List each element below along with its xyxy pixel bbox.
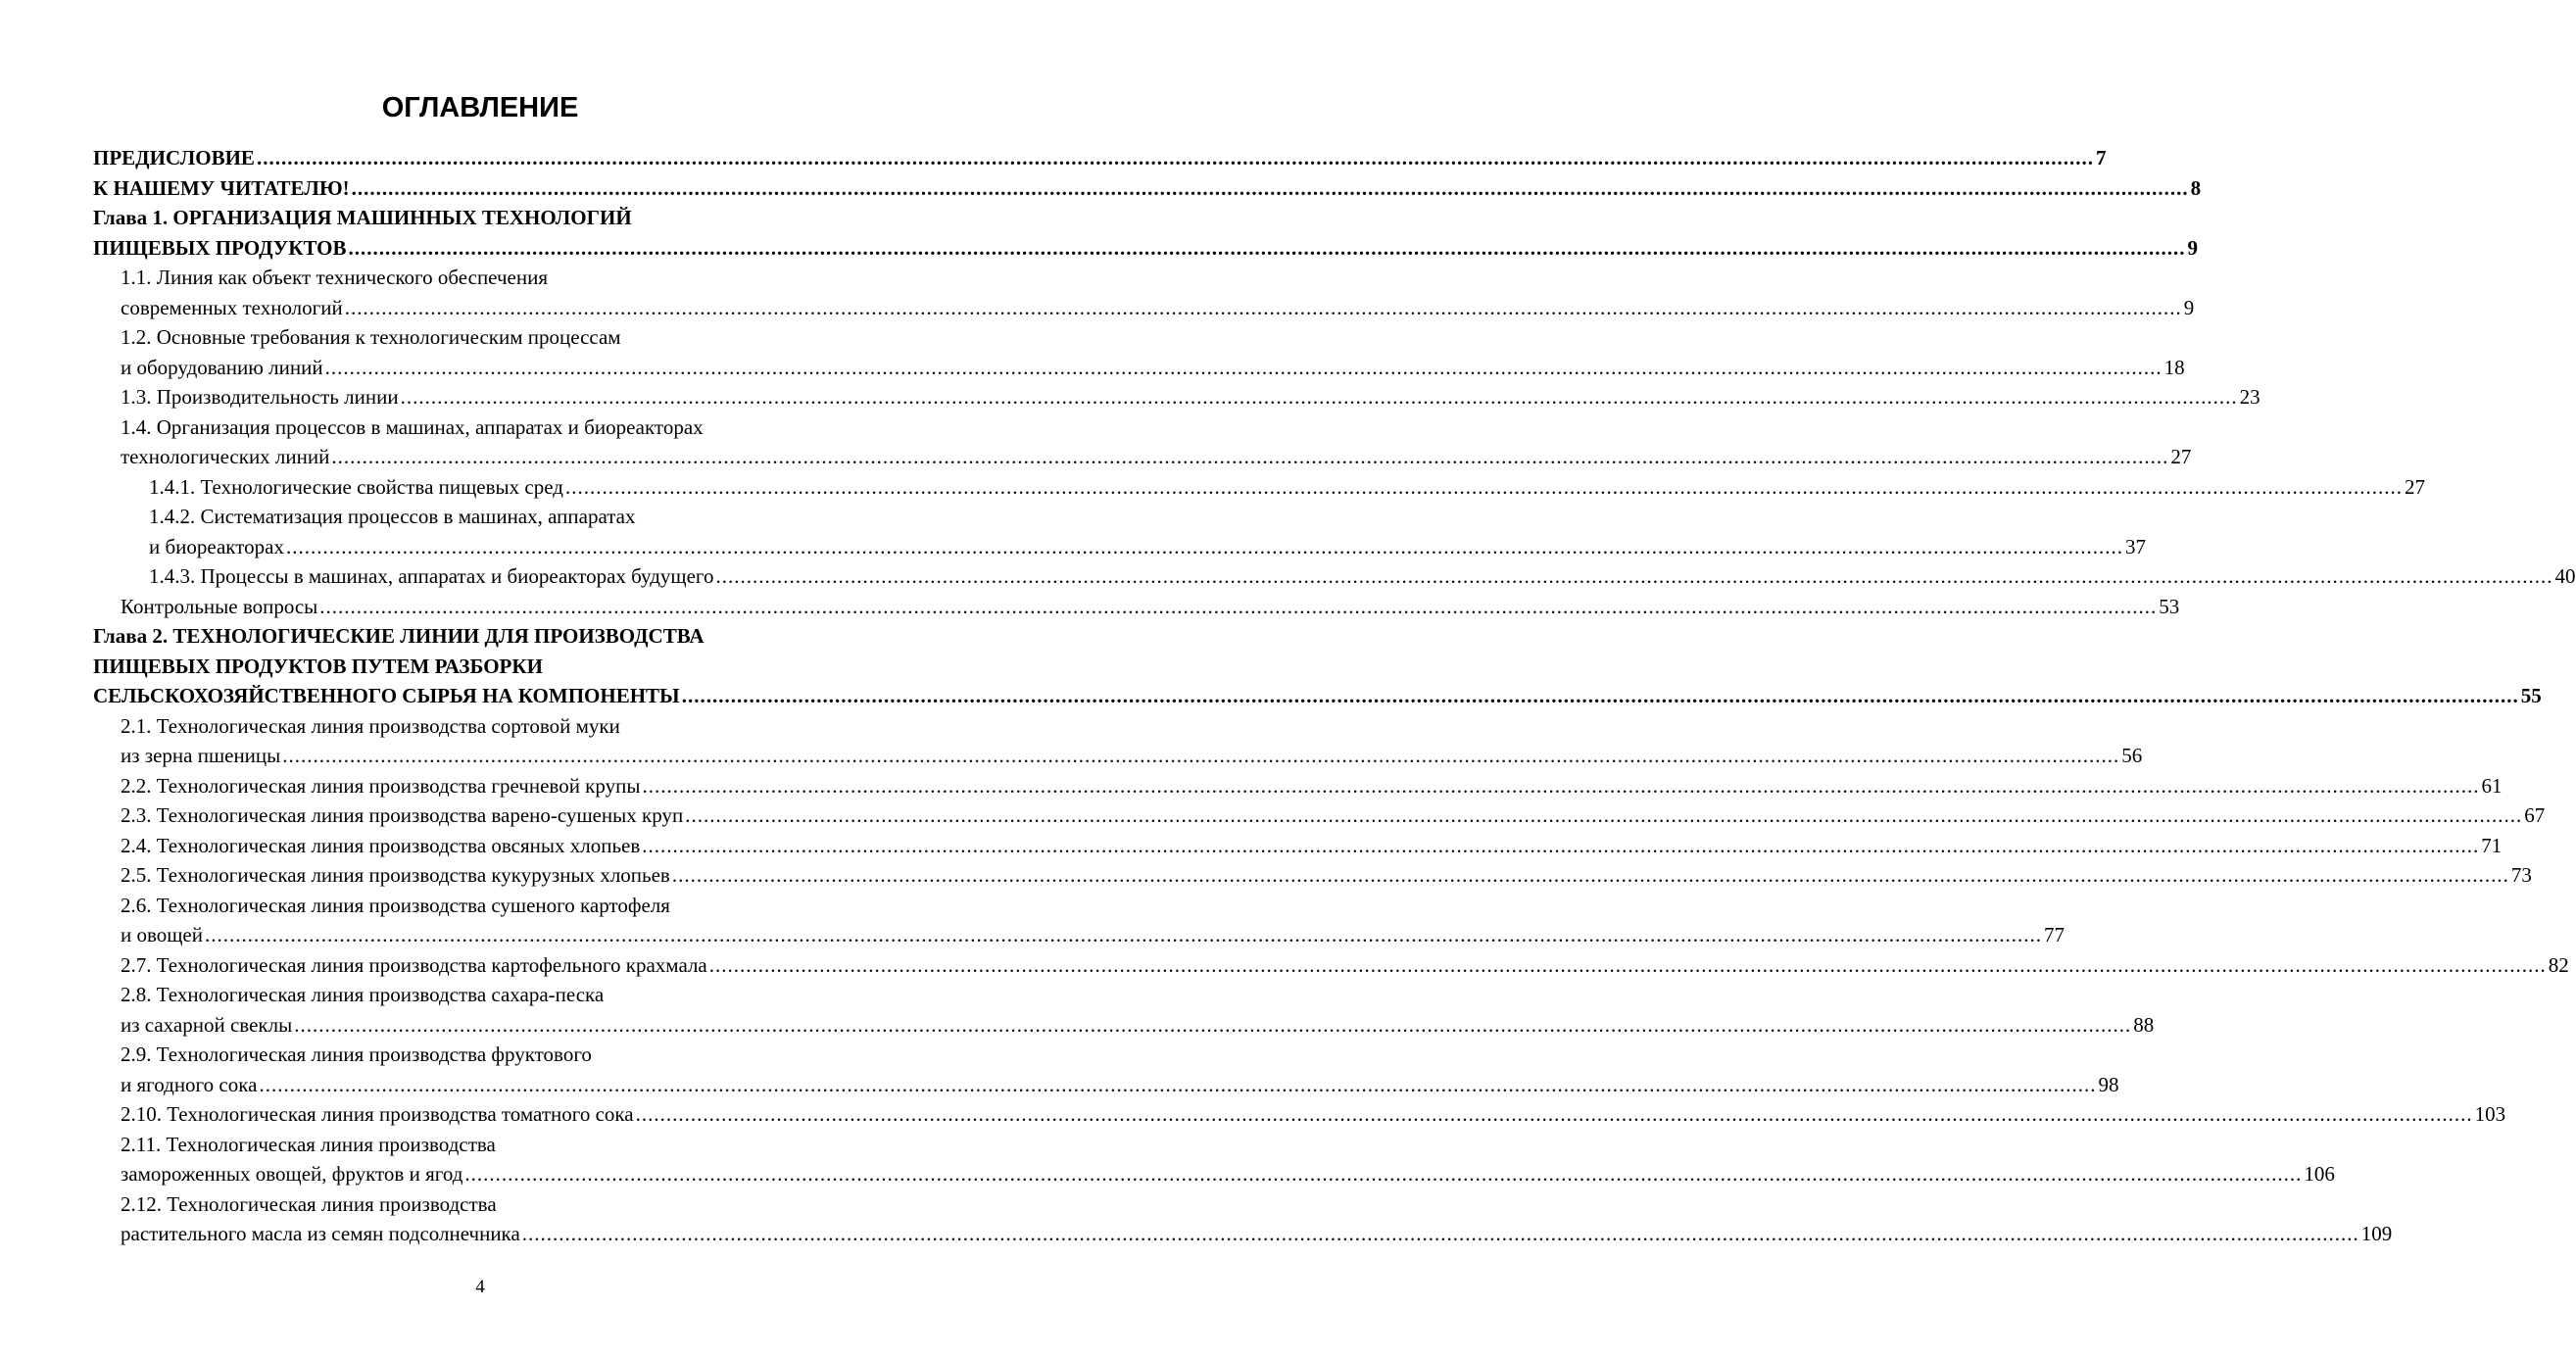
toc-entry[interactable] [0, 860, 2532, 891]
toc-entry-title: 1.4.1. Технологические свойства пищевых сред [149, 474, 563, 499]
table-of-contents [0, 143, 2576, 1249]
toc-entry-page: 40 [2554, 564, 2576, 588]
toc-entry-page: 77 [2044, 923, 2065, 946]
dot-leader: ............................................................................................................................................................................................................................................................................................................ [635, 1102, 2473, 1126]
dot-leader: ............................................................................................................................................................................................................................................................................................................ [708, 952, 2547, 977]
dot-leader: ............................................................................................................................................................................................................................................................................................................ [294, 1012, 2132, 1037]
dot-leader: ............................................................................................................................................................................................................................................................................................................ [259, 1072, 2097, 1096]
dot-leader: ............................................................................................................................................................................................................................................................................................................ [351, 175, 2189, 200]
toc-entry-title: СЕЛЬСКОХОЗЯЙСТВЕННОГО СЫРЬЯ НА КОМПОНЕНТЫ [93, 684, 680, 707]
toc-entry-title: растительного масла из семян подсолнечника [121, 1222, 520, 1245]
toc-entry-page: 61 [2481, 773, 2503, 798]
toc-entry[interactable] [0, 263, 2195, 322]
toc-entry-page: 98 [2098, 1072, 2119, 1096]
toc-entry-page: 23 [2239, 385, 2260, 409]
toc-entry-title: и оборудованию линий [121, 355, 323, 379]
toc-entry[interactable] [0, 203, 2199, 263]
dot-leader: ............................................................................................................................................................................................................................................................................................................ [256, 146, 2094, 170]
toc-entry[interactable] [0, 1099, 2506, 1130]
toc-entry-page: 71 [2481, 833, 2503, 857]
toc-entry-page: 9 [2183, 295, 2195, 319]
toc-entry-title: 1.4. Организация процессов в машинах, аппаратах и биореакторах [121, 414, 704, 439]
dot-leader: ............................................................................................................................................................................................................................................................................................................ [715, 564, 2553, 588]
dot-leader: ............................................................................................................................................................................................................................................................................................................ [642, 773, 2480, 798]
toc-entry[interactable] [0, 1189, 2393, 1249]
toc-entry-title: замороженных овощей, фруктов и ягод [121, 1162, 463, 1186]
toc-entry-page: 9 [2187, 235, 2199, 260]
toc-entry-title: Контрольные вопросы [121, 594, 318, 618]
page-number: 4 [475, 1277, 485, 1297]
toc-entry-title: 2.12. Технологическая линия производства [121, 1191, 497, 1216]
toc-entry-page: 67 [2524, 803, 2546, 827]
dot-leader: ............................................................................................................................................................................................................................................................................................................ [521, 1222, 2359, 1245]
toc-entry-title: 1.1. Линия как объект технического обеспечения [121, 266, 548, 289]
dot-leader: ............................................................................................................................................................................................................................................................................................................ [344, 295, 2182, 319]
toc-entry-title: 2.1. Технологическая линия производства сортовой муки [121, 713, 620, 738]
toc-entry[interactable] [0, 592, 2180, 622]
toc-entry-title: ПРЕДИСЛОВИЕ [93, 146, 255, 170]
toc-entry-title: и биореакторах [149, 534, 284, 558]
toc-entry-page: 82 [2548, 952, 2569, 977]
toc-entry-page: 7 [2095, 146, 2107, 170]
toc-entry[interactable] [0, 891, 2065, 950]
toc-entry-title: технологических линий [121, 445, 330, 468]
toc-entry[interactable] [0, 980, 2155, 1040]
toc-entry[interactable] [0, 800, 2546, 831]
toc-entry[interactable] [0, 831, 2503, 861]
toc-entry-page: 53 [2159, 594, 2180, 618]
dot-leader: ............................................................................................................................................................................................................................................................................................................ [671, 863, 2509, 887]
toc-entry-page: 103 [2474, 1102, 2506, 1126]
toc-entry[interactable] [0, 143, 2107, 173]
page-title: ОГЛАВЛЕНИЕ [381, 92, 579, 123]
toc-entry-title: 2.10. Технологическая линия производства томатного сока [121, 1102, 634, 1126]
dot-leader: ............................................................................................................................................................................................................................................................................................................ [282, 744, 2120, 767]
toc-entry[interactable] [0, 771, 2503, 801]
toc-entry-page: 109 [2360, 1222, 2393, 1245]
toc-entry-page: 106 [2304, 1162, 2335, 1186]
toc-entry-title: К НАШЕМУ ЧИТАТЕЛЮ! [93, 175, 350, 200]
dot-leader: ............................................................................................................................................................................................................................................................................................................ [331, 445, 2169, 468]
toc-entry-title: 2.11. Технологическая линия производства [121, 1132, 496, 1156]
dot-leader: ............................................................................................................................................................................................................................................................................................................ [348, 235, 2186, 260]
toc-entry-title: 2.5. Технологическая линия производства кукурузных хлопьев [121, 863, 670, 887]
toc-entry-title: 1.2. Основные требования к технологическим процессам [121, 325, 621, 349]
toc-entry[interactable] [0, 502, 2146, 561]
toc-entry[interactable] [0, 621, 2542, 711]
toc-entry[interactable] [0, 173, 2202, 204]
toc-entry-title: 1.4.2. Систематизация процессов в машинах, аппаратах [149, 505, 636, 528]
dot-leader: ............................................................................................................................................................................................................................................................................................................ [464, 1162, 2303, 1186]
toc-entry-title: 2.9. Технологическая линия производства фруктового [121, 1043, 592, 1066]
toc-entry[interactable] [0, 561, 2576, 592]
toc-entry[interactable] [0, 711, 2143, 771]
toc-entry-title: 2.3. Технологическая линия производства варено-сушеных круп [121, 803, 684, 827]
dot-leader: ............................................................................................................................................................................................................................................................................................................ [400, 385, 2238, 409]
toc-entry-title: ПИЩЕВЫХ ПРОДУКТОВ [93, 235, 347, 260]
toc-entry[interactable] [0, 950, 2569, 981]
toc-entry-title: Глава 1. ОРГАНИЗАЦИЯ МАШИННЫХ ТЕХНОЛОГИЙ [93, 206, 632, 229]
toc-entry-title: из сахарной свеклы [121, 1012, 293, 1037]
toc-entry-title: 2.7. Технологическая линия производства картофельного крахмала [121, 952, 707, 977]
toc-entry-page: 27 [2170, 445, 2192, 468]
toc-entry[interactable] [0, 322, 2185, 382]
dot-leader: ............................................................................................................................................................................................................................................................................................................ [685, 803, 2523, 827]
dot-leader: ............................................................................................................................................................................................................................................................................................................ [681, 684, 2519, 707]
dot-leader: ............................................................................................................................................................................................................................................................................................................ [205, 923, 2042, 946]
toc-entry-title: 2.8. Технологическая линия производства сахара-песка [121, 983, 605, 1006]
toc-entry[interactable] [0, 1040, 2119, 1099]
toc-entry-page: 73 [2510, 863, 2532, 887]
toc-entry-page: 37 [2124, 534, 2146, 558]
toc-entry[interactable] [0, 382, 2260, 412]
toc-entry-page: 18 [2163, 355, 2185, 379]
toc-entry[interactable] [0, 412, 2192, 472]
toc-entry-title: Глава 2. ТЕХНОЛОГИЧЕСКИЕ ЛИНИИ ДЛЯ ПРОИЗВОДСТВА [93, 624, 705, 648]
dot-leader: ............................................................................................................................................................................................................................................................................................................ [324, 355, 2163, 379]
dot-leader: ............................................................................................................................................................................................................................................................................................................ [319, 594, 2158, 618]
dot-leader: ............................................................................................................................................................................................................................................................................................................ [564, 474, 2403, 499]
dot-leader: ............................................................................................................................................................................................................................................................................................................ [642, 833, 2480, 857]
toc-entry-title: из зерна пшеницы [121, 744, 281, 767]
toc-entry-page: 55 [2520, 684, 2542, 707]
toc-entry-title: 1.3. Производительность линии [121, 385, 399, 409]
toc-entry-page: 8 [2190, 175, 2202, 200]
toc-entry-page: 56 [2121, 744, 2143, 767]
toc-entry[interactable] [0, 472, 2425, 503]
toc-entry-page: 27 [2404, 474, 2425, 499]
toc-entry[interactable] [0, 1130, 2335, 1189]
dot-leader: ............................................................................................................................................................................................................................................................................................................ [285, 534, 2123, 558]
toc-entry-title: и овощей [121, 923, 203, 946]
toc-entry-title: 2.4. Технологическая линия производства овсяных хлопьев [121, 833, 641, 857]
toc-entry-title: и ягодного сока [121, 1072, 258, 1096]
toc-entry-title: ПИЩЕВЫХ ПРОДУКТОВ ПУТЕМ РАЗБОРКИ [93, 654, 543, 678]
toc-entry-title: современных технологий [121, 295, 343, 319]
toc-entry-title: 2.2. Технологическая линия производства гречневой крупы [121, 773, 641, 798]
toc-entry-title: 2.6. Технологическая линия производства сушеного картофеля [121, 893, 670, 917]
toc-entry-page: 88 [2133, 1012, 2155, 1037]
toc-entry-title: 1.4.3. Процессы в машинах, аппаратах и биореакторах будущего [149, 564, 714, 588]
